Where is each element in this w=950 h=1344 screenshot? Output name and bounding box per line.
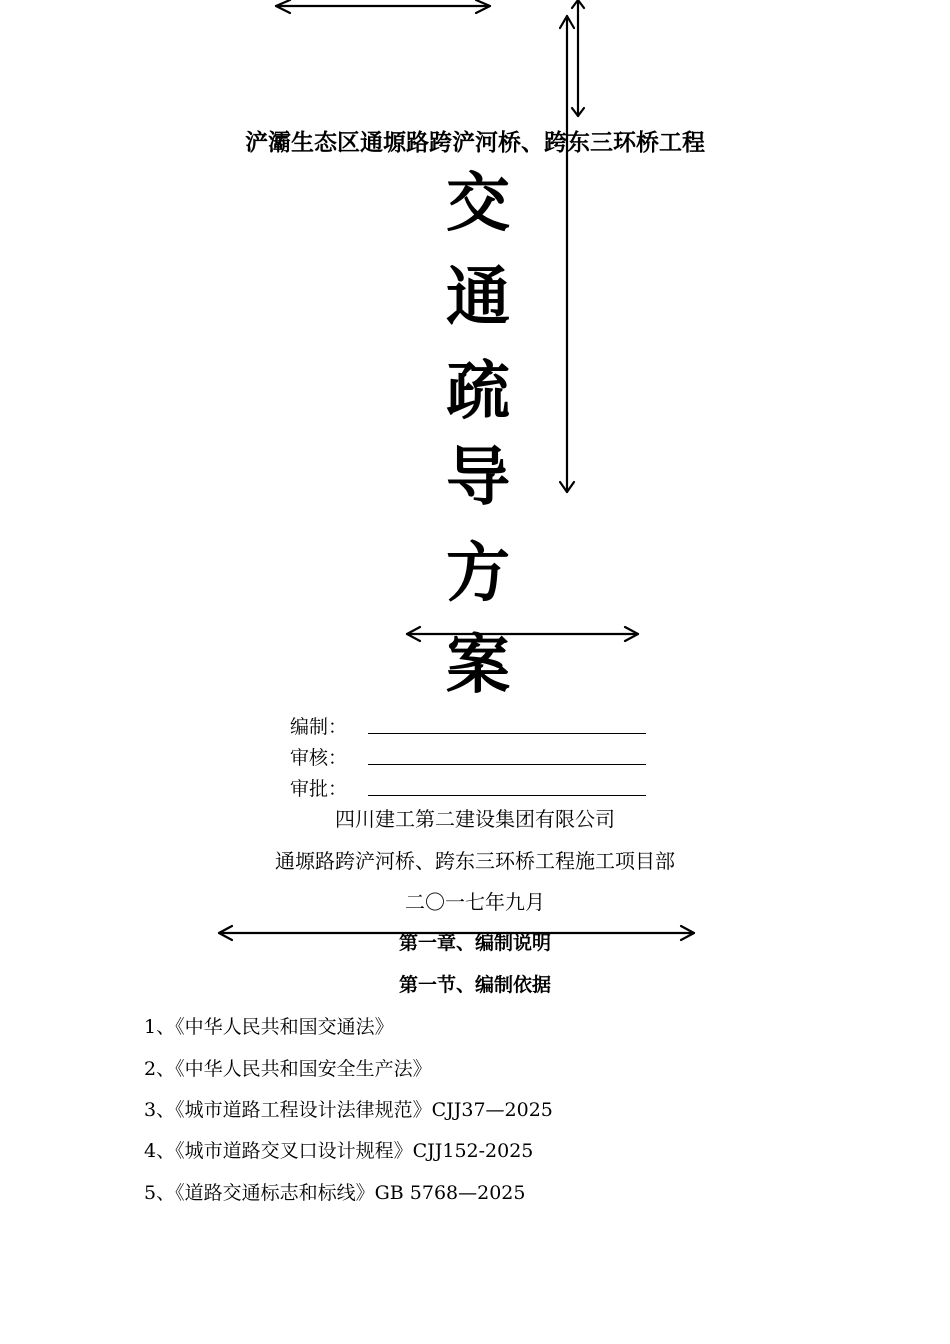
signature-label-compile: 编制：: [290, 716, 348, 738]
doc-title-char-5: 方: [446, 537, 510, 611]
reference-item-1: 1、《中华人民共和国交通法》: [144, 1016, 394, 1038]
doc-title-char-2: 通: [446, 261, 510, 335]
signature-label-review: 审核：: [290, 747, 348, 769]
doc-title-char-6: 案: [446, 629, 510, 703]
vertical-arrow-short: [572, 0, 584, 116]
reference-item-2: 2、《中华人民共和国安全生产法》: [144, 1058, 432, 1080]
company-name: 四川建工第二建设集团有限公司: [335, 807, 615, 831]
chapter-heading: 第一章、编制说明: [398, 932, 551, 954]
section-heading: 第一节、编制依据: [398, 974, 551, 996]
doc-title-char-1: 交: [446, 167, 510, 241]
signature-line-compile: [368, 733, 646, 734]
reference-item-4: 4、《城市道路交叉口设计规程》CJJ152-2025: [144, 1140, 534, 1162]
doc-title-char-3: 疏: [446, 355, 510, 429]
doc-title-char-4: 导: [446, 441, 510, 515]
reference-item-5: 5、《道路交通标志和标线》GB 5768—2025: [144, 1182, 526, 1204]
signature-label-approve: 审批：: [290, 778, 348, 800]
double-arrow-top: [276, 0, 490, 13]
project-department: 通塬路跨浐河桥、跨东三环桥工程施工项目部: [275, 849, 675, 873]
document-date: 二〇一七年九月: [405, 890, 545, 914]
project-title: 浐灞生态区通塬路跨浐河桥、跨东三环桥工程: [245, 130, 705, 156]
signature-line-approve: [368, 795, 646, 796]
vertical-arrow-long: [560, 16, 574, 492]
signature-line-review: [368, 764, 646, 765]
reference-item-3: 3、《城市道路工程设计法律规范》CJJ37—2025: [144, 1099, 553, 1121]
